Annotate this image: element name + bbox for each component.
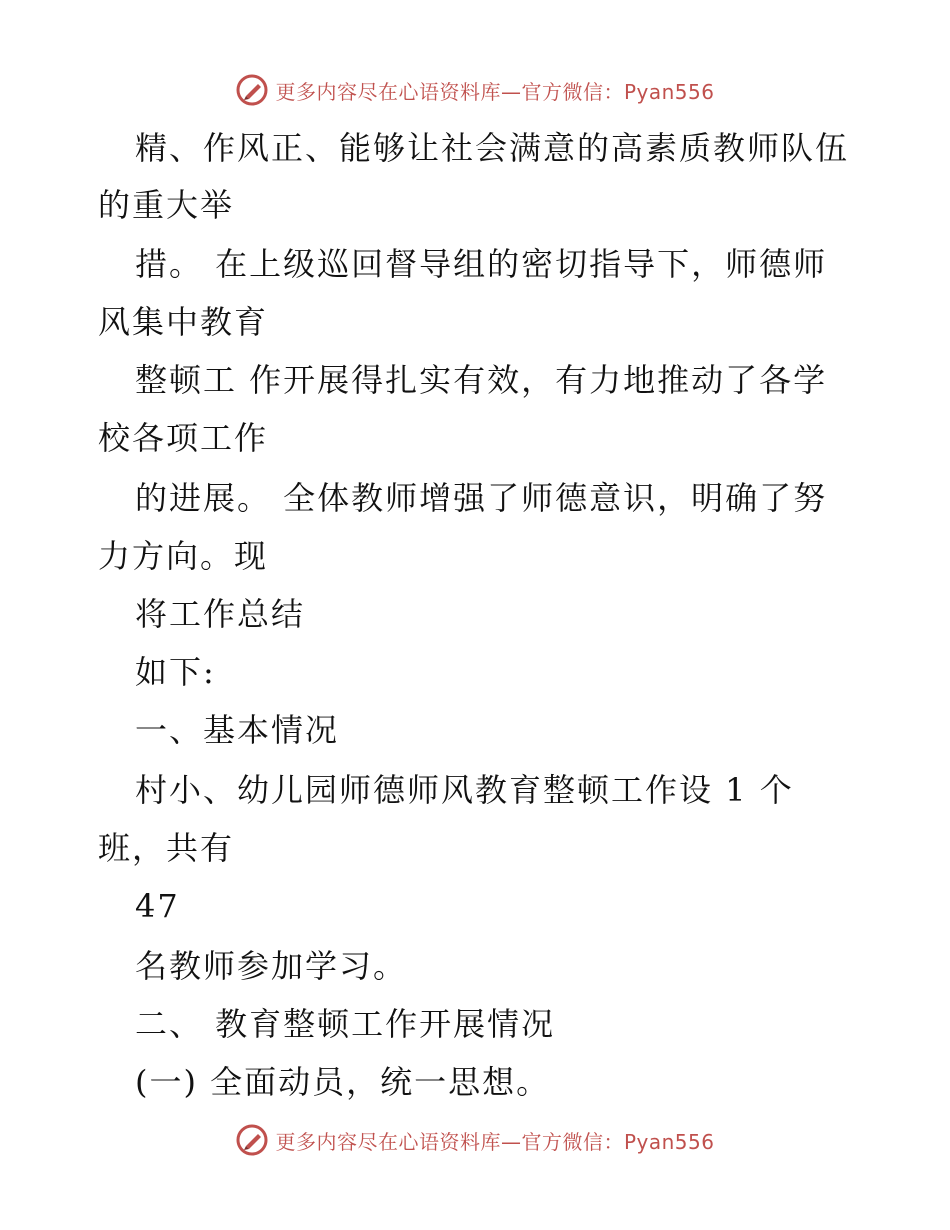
- section-heading: 二、 教育整顿工作开展情况: [135, 1005, 556, 1043]
- subsection-heading: (一) 全面动员，统一思想。: [135, 1063, 551, 1101]
- text-line: 的进展。 全体教师增强了师德意识，明确了努: [135, 479, 828, 517]
- text-line: 将工作总结: [135, 595, 306, 633]
- text-line: 村小、幼儿园师德师风教育整顿工作设 1 个: [135, 771, 794, 809]
- text-line: 力方向。现: [98, 537, 269, 575]
- watermark-text: 更多内容尽在心语资料库—官方微信：Pyan556: [275, 1129, 715, 1154]
- text-line: 精、作风正、能够让社会满意的高素质教师队伍: [135, 129, 850, 167]
- text-line: 如下:: [135, 653, 216, 691]
- text-line: 整顿工 作开展得扎实有效，有力地推动了各学: [135, 361, 828, 399]
- text-line: 措。 在上级巡回督导组的密切指导下，师德师: [135, 245, 828, 283]
- watermark-header: [0, 70, 950, 110]
- text-line: 47: [135, 887, 180, 925]
- pen-seal-icon: [235, 73, 269, 107]
- text-line: 风集中教育: [98, 303, 269, 341]
- text-line: 校各项工作: [98, 419, 269, 457]
- watermark-footer: [0, 1120, 950, 1160]
- text-line: 的重大举: [98, 186, 235, 224]
- section-heading: 一、基本情况: [135, 711, 340, 749]
- pen-seal-icon: [235, 1123, 269, 1157]
- watermark-text: 更多内容尽在心语资料库—官方微信：Pyan556: [275, 79, 715, 104]
- text-line: 班，共有: [98, 829, 235, 867]
- text-line: 名教师参加学习。: [135, 947, 408, 985]
